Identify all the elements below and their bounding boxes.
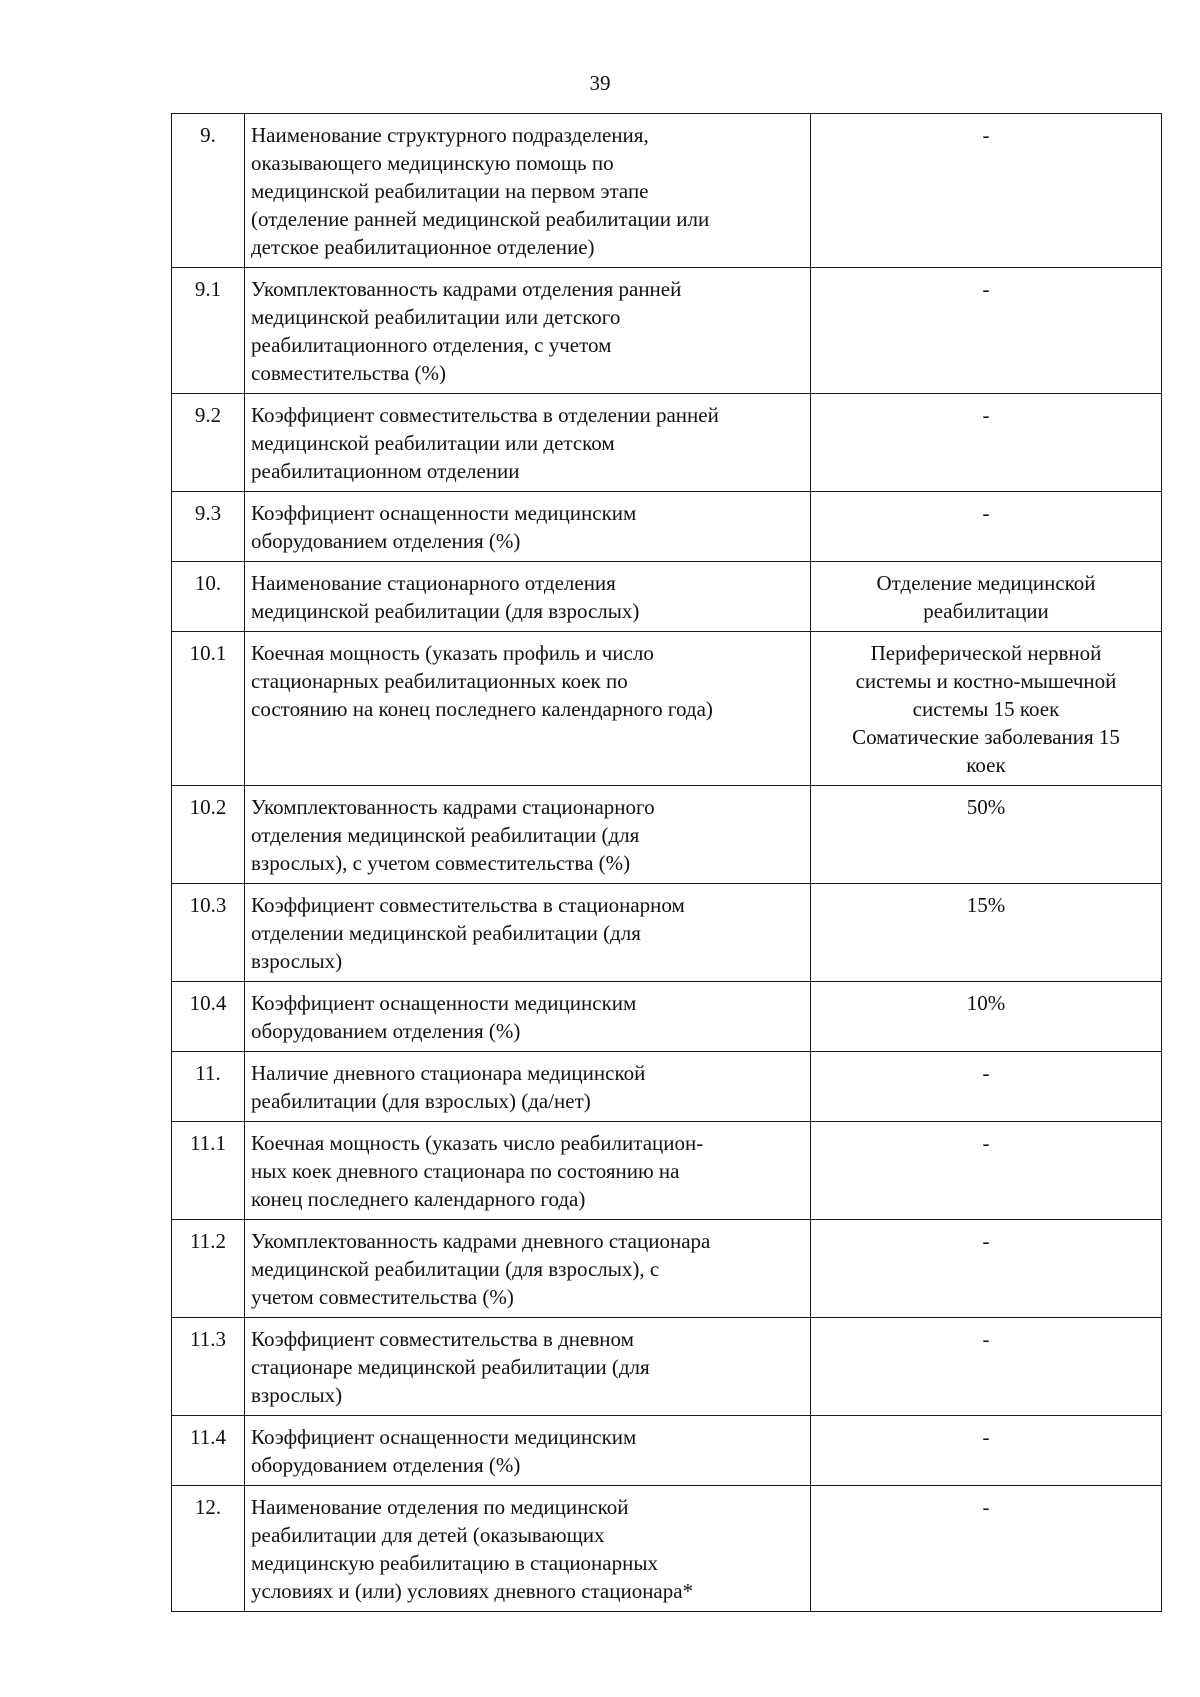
row-number: 11.4 xyxy=(172,1416,245,1486)
description-line: медицинской реабилитации или детском xyxy=(251,431,615,455)
row-number: 9.1 xyxy=(172,268,245,394)
value-line: системы и костно-мышечной xyxy=(855,669,1117,693)
description-line: Коэффициент совместительства в стационарном xyxy=(251,893,685,917)
description-line: стационаре медицинской реабилитации (для xyxy=(251,1355,650,1379)
value-line: - xyxy=(982,1061,990,1085)
description-line: Коэффициент оснащенности медицинским xyxy=(251,1425,637,1449)
table-row xyxy=(172,982,1162,1052)
value-line: - xyxy=(982,1327,990,1351)
value-line: Периферической нервной xyxy=(870,641,1102,665)
value-line: 10% xyxy=(966,991,1006,1015)
row-number: 12. xyxy=(172,1486,245,1612)
table-row xyxy=(172,562,1162,632)
description-line: Коэффициент совместительства в дневном xyxy=(251,1327,634,1351)
row-description xyxy=(245,1318,811,1416)
description-line: ных коек дневного стационара по состоянию на xyxy=(251,1159,680,1183)
description-line: детское реабилитационное отделение) xyxy=(251,235,595,259)
table-row xyxy=(172,1416,1162,1486)
description-line: Наименование стационарного отделения xyxy=(251,571,616,595)
description-line: взрослых) xyxy=(251,949,343,973)
description-line: медицинской реабилитации (для взрослых) xyxy=(251,599,640,623)
description-line: взрослых), с учетом совместительства (%) xyxy=(251,851,631,875)
description-line: стационарных реабилитационных коек по xyxy=(251,669,628,693)
value-line: - xyxy=(982,1131,990,1155)
table-row xyxy=(172,268,1162,394)
row-description xyxy=(245,492,811,562)
description-line: Укомплектованность кадрами отделения ранней xyxy=(251,277,682,301)
row-value xyxy=(811,492,1162,562)
table-row xyxy=(172,1220,1162,1318)
row-value xyxy=(811,1122,1162,1220)
description-line: конец последнего календарного года) xyxy=(251,1187,586,1211)
row-value xyxy=(811,1318,1162,1416)
table-row xyxy=(172,114,1162,268)
value-line: реабилитации xyxy=(923,599,1049,623)
description-line: медицинской реабилитации (для взрослых), с xyxy=(251,1257,660,1281)
table-row xyxy=(172,1122,1162,1220)
row-number: 11. xyxy=(172,1052,245,1122)
description-line: Коечная мощность (указать профиль и число xyxy=(251,641,654,665)
row-description xyxy=(245,632,811,786)
description-line: Укомплектованность кадрами стационарного xyxy=(251,795,655,819)
row-number: 9.3 xyxy=(172,492,245,562)
description-line: медицинской реабилитации на первом этапе xyxy=(251,179,649,203)
description-line: реабилитационного отделения, с учетом xyxy=(251,333,612,357)
description-line: отделения медицинской реабилитации (для xyxy=(251,823,640,847)
row-description xyxy=(245,884,811,982)
description-line: отделении медицинской реабилитации (для xyxy=(251,921,641,945)
row-value xyxy=(811,114,1162,268)
description-line: Наименование отделения по медицинской xyxy=(251,1495,629,1519)
value-line: системы 15 коек xyxy=(912,697,1060,721)
description-line: Коечная мощность (указать число реабилитацион- xyxy=(251,1131,704,1155)
row-value xyxy=(811,1220,1162,1318)
description-line: Укомплектованность кадрами дневного стационара xyxy=(251,1229,711,1253)
row-description xyxy=(245,114,811,268)
description-line: медицинской реабилитации или детского xyxy=(251,305,621,329)
value-line: 15% xyxy=(966,893,1006,917)
table-row xyxy=(172,1318,1162,1416)
table-row xyxy=(172,492,1162,562)
description-line: реабилитации для детей (оказывающих xyxy=(251,1523,605,1547)
value-line: - xyxy=(982,1495,990,1519)
row-value xyxy=(811,884,1162,982)
row-description xyxy=(245,1416,811,1486)
description-line: Коэффициент совместительства в отделении ранней xyxy=(251,403,719,427)
row-value xyxy=(811,1052,1162,1122)
row-number: 11.3 xyxy=(172,1318,245,1416)
value-line: коек xyxy=(966,753,1006,777)
row-description xyxy=(245,982,811,1052)
value-line: 50% xyxy=(966,795,1006,819)
row-description xyxy=(245,1486,811,1612)
row-number: 10.4 xyxy=(172,982,245,1052)
table-row xyxy=(172,1052,1162,1122)
row-number: 10.1 xyxy=(172,632,245,786)
value-line: Отделение медицинской xyxy=(876,571,1096,595)
row-description xyxy=(245,1052,811,1122)
description-line: оборудованием отделения (%) xyxy=(251,1019,521,1043)
table-row xyxy=(172,1486,1162,1612)
value-line: - xyxy=(982,277,990,301)
description-line: Коэффициент оснащенности медицинским xyxy=(251,501,637,525)
row-number: 9.2 xyxy=(172,394,245,492)
row-value xyxy=(811,982,1162,1052)
description-line: оборудованием отделения (%) xyxy=(251,529,521,553)
description-line: условиях и (или) условиях дневного стационара* xyxy=(251,1579,694,1603)
row-description xyxy=(245,786,811,884)
row-number: 9. xyxy=(172,114,245,268)
description-line: (отделение ранней медицинской реабилитации или xyxy=(251,207,710,231)
table-row xyxy=(172,394,1162,492)
table-row xyxy=(172,884,1162,982)
description-line: реабилитационном отделении xyxy=(251,459,520,483)
row-number: 10.2 xyxy=(172,786,245,884)
description-line: Наличие дневного стационара медицинской xyxy=(251,1061,646,1085)
table-row xyxy=(172,786,1162,884)
description-line: взрослых) xyxy=(251,1383,343,1407)
row-value xyxy=(811,562,1162,632)
description-line: оборудованием отделения (%) xyxy=(251,1453,521,1477)
description-line: совместительства (%) xyxy=(251,361,446,385)
description-line: реабилитации (для взрослых) (да/нет) xyxy=(251,1089,591,1113)
table-row xyxy=(172,632,1162,786)
description-line: Наименование структурного подразделения, xyxy=(251,123,649,147)
row-description xyxy=(245,1122,811,1220)
value-line: - xyxy=(982,1229,990,1253)
description-line: медицинскую реабилитацию в стационарных xyxy=(251,1551,658,1575)
description-line: учетом совместительства (%) xyxy=(251,1285,514,1309)
row-value xyxy=(811,1416,1162,1486)
row-description xyxy=(245,1220,811,1318)
row-description xyxy=(245,268,811,394)
row-description xyxy=(245,562,811,632)
table-body xyxy=(172,114,1162,1612)
page-number: 39 xyxy=(589,71,611,95)
value-line: - xyxy=(982,123,990,147)
value-line: - xyxy=(982,501,990,525)
row-value xyxy=(811,786,1162,884)
row-number: 10.3 xyxy=(172,884,245,982)
row-number: 11.2 xyxy=(172,1220,245,1318)
indicators-table xyxy=(171,113,1162,1612)
row-value xyxy=(811,394,1162,492)
description-line: Коэффициент оснащенности медицинским xyxy=(251,991,637,1015)
description-line: оказывающего медицинскую помощь по xyxy=(251,151,614,175)
value-line: - xyxy=(982,403,990,427)
description-line: состоянию на конец последнего календарного года) xyxy=(251,697,713,721)
row-number: 10. xyxy=(172,562,245,632)
row-value xyxy=(811,268,1162,394)
value-line: - xyxy=(982,1425,990,1449)
row-description xyxy=(245,394,811,492)
row-value xyxy=(811,1486,1162,1612)
row-number: 11.1 xyxy=(172,1122,245,1220)
row-value xyxy=(811,632,1162,786)
value-line: Соматические заболевания 15 xyxy=(852,725,1120,749)
